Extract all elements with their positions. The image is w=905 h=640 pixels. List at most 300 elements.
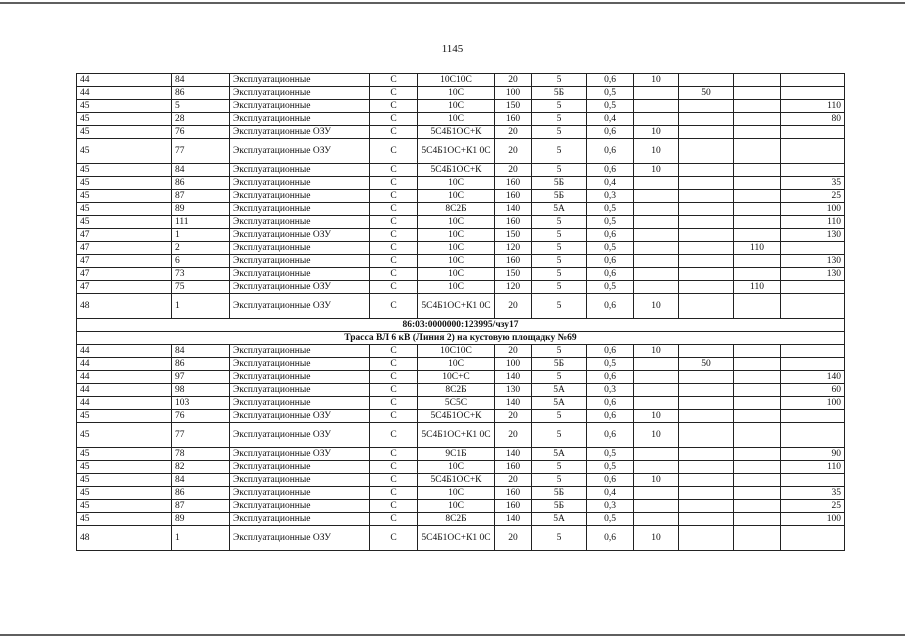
table-row bbox=[77, 242, 845, 255]
cell-age: 160 bbox=[495, 190, 532, 203]
cell-col-10 bbox=[679, 397, 734, 410]
cell-category: Эксплуатационные ОЗУ bbox=[230, 423, 370, 448]
cell-density: 0,5 bbox=[587, 448, 634, 461]
cell-species-code: С bbox=[370, 255, 418, 268]
cell-class: 5 bbox=[532, 126, 587, 139]
cell-col-11: 110 bbox=[734, 242, 781, 255]
cell-col-11 bbox=[734, 139, 781, 164]
cell-species-code: С bbox=[370, 242, 418, 255]
cell-col-12: 130 bbox=[781, 229, 845, 242]
cell-col-10 bbox=[679, 100, 734, 113]
cell-col-9: 10 bbox=[634, 474, 679, 487]
cell-species-code: С bbox=[370, 500, 418, 513]
cell-composition: 5С4Б1ОС+К1 0С bbox=[418, 139, 495, 164]
cell-composition: 10С10С bbox=[418, 345, 495, 358]
cell-col-10 bbox=[679, 164, 734, 177]
cell-category: Эксплуатационные ОЗУ bbox=[230, 139, 370, 164]
cell-quarter: 45 bbox=[77, 203, 172, 216]
cell-composition: 10С bbox=[418, 358, 495, 371]
cell-col-9: 10 bbox=[634, 74, 679, 87]
cell-composition: 10С bbox=[418, 113, 495, 126]
cell-age: 20 bbox=[495, 526, 532, 551]
cell-species-code: С bbox=[370, 384, 418, 397]
cell-composition: 10С bbox=[418, 268, 495, 281]
cell-class: 5 bbox=[532, 345, 587, 358]
cell-quarter: 45 bbox=[77, 474, 172, 487]
forest-inventory-table bbox=[76, 73, 845, 551]
cell-col-12: 35 bbox=[781, 177, 845, 190]
cell-col-10 bbox=[679, 448, 734, 461]
cell-col-10 bbox=[679, 126, 734, 139]
cell-age: 140 bbox=[495, 203, 532, 216]
cell-col-11 bbox=[734, 423, 781, 448]
cell-density: 0,6 bbox=[587, 397, 634, 410]
cell-class: 5Б bbox=[532, 87, 587, 100]
cell-col-12 bbox=[781, 87, 845, 100]
cell-species-code: С bbox=[370, 513, 418, 526]
cell-class: 5 bbox=[532, 268, 587, 281]
cell-col-11 bbox=[734, 255, 781, 268]
cell-species-code: С bbox=[370, 268, 418, 281]
cell-quarter: 45 bbox=[77, 500, 172, 513]
cell-density: 0,6 bbox=[587, 474, 634, 487]
cell-density: 0,6 bbox=[587, 423, 634, 448]
cell-col-10 bbox=[679, 423, 734, 448]
cell-species-code: С bbox=[370, 190, 418, 203]
cell-quarter: 44 bbox=[77, 358, 172, 371]
cell-col-10 bbox=[679, 113, 734, 126]
cell-class: 5 bbox=[532, 255, 587, 268]
cell-composition: 5С4Б1ОС+К1 0С bbox=[418, 526, 495, 551]
cell-class: 5Б bbox=[532, 358, 587, 371]
cell-age: 20 bbox=[495, 139, 532, 164]
cell-col-9 bbox=[634, 500, 679, 513]
cell-age: 120 bbox=[495, 281, 532, 294]
cell-col-9: 10 bbox=[634, 526, 679, 551]
cell-age: 100 bbox=[495, 87, 532, 100]
cell-quarter: 44 bbox=[77, 371, 172, 384]
cell-density: 0,5 bbox=[587, 203, 634, 216]
page-number: 1145 bbox=[441, 43, 464, 55]
cell-plot: 76 bbox=[172, 410, 230, 423]
cell-composition: 5С4Б1ОС+К1 0С bbox=[418, 423, 495, 448]
cell-species-code: С bbox=[370, 74, 418, 87]
cadastral-number: 86:03:0000000:123995/чзу17 bbox=[77, 319, 845, 332]
cell-class: 5А bbox=[532, 397, 587, 410]
cell-col-11 bbox=[734, 474, 781, 487]
cell-col-12: 110 bbox=[781, 100, 845, 113]
cell-col-10 bbox=[679, 242, 734, 255]
cell-col-9 bbox=[634, 242, 679, 255]
cell-category: Эксплуатационные ОЗУ bbox=[230, 294, 370, 319]
cell-col-12 bbox=[781, 74, 845, 87]
cell-species-code: С bbox=[370, 164, 418, 177]
cell-col-12 bbox=[781, 294, 845, 319]
cell-composition: 10С bbox=[418, 242, 495, 255]
cell-col-10 bbox=[679, 294, 734, 319]
cell-age: 140 bbox=[495, 513, 532, 526]
cell-col-11 bbox=[734, 126, 781, 139]
cell-col-11 bbox=[734, 461, 781, 474]
cell-col-12: 90 bbox=[781, 448, 845, 461]
table-row bbox=[77, 177, 845, 190]
cell-col-10 bbox=[679, 177, 734, 190]
cell-col-9 bbox=[634, 255, 679, 268]
cell-quarter: 45 bbox=[77, 448, 172, 461]
cell-class: 5 bbox=[532, 294, 587, 319]
table-row bbox=[77, 190, 845, 203]
cell-col-10 bbox=[679, 474, 734, 487]
cell-plot: 86 bbox=[172, 177, 230, 190]
cell-density: 0,6 bbox=[587, 126, 634, 139]
cell-col-9: 10 bbox=[634, 410, 679, 423]
cell-quarter: 45 bbox=[77, 164, 172, 177]
cell-density: 0,5 bbox=[587, 281, 634, 294]
cell-category: Эксплуатационные ОЗУ bbox=[230, 410, 370, 423]
cell-col-11 bbox=[734, 371, 781, 384]
cell-col-11 bbox=[734, 190, 781, 203]
cell-plot: 87 bbox=[172, 190, 230, 203]
cell-category: Эксплуатационные bbox=[230, 500, 370, 513]
cell-quarter: 45 bbox=[77, 139, 172, 164]
cell-class: 5А bbox=[532, 203, 587, 216]
cell-quarter: 45 bbox=[77, 461, 172, 474]
cell-age: 150 bbox=[495, 268, 532, 281]
cell-category: Эксплуатационные ОЗУ bbox=[230, 526, 370, 551]
cell-col-11 bbox=[734, 526, 781, 551]
cell-species-code: С bbox=[370, 203, 418, 216]
cell-col-12: 100 bbox=[781, 203, 845, 216]
cell-col-12 bbox=[781, 242, 845, 255]
cell-composition: 9С1Б bbox=[418, 448, 495, 461]
cell-density: 0,5 bbox=[587, 513, 634, 526]
table-block-2 bbox=[77, 345, 845, 551]
cell-col-12: 25 bbox=[781, 500, 845, 513]
cell-species-code: С bbox=[370, 487, 418, 500]
cell-col-9 bbox=[634, 190, 679, 203]
cell-col-11 bbox=[734, 410, 781, 423]
table-row bbox=[77, 371, 845, 384]
cell-col-9 bbox=[634, 397, 679, 410]
cell-col-12: 100 bbox=[781, 397, 845, 410]
cell-class: 5 bbox=[532, 113, 587, 126]
cell-age: 140 bbox=[495, 371, 532, 384]
scan-edge-top bbox=[0, 2, 905, 4]
cell-category: Эксплуатационные bbox=[230, 268, 370, 281]
cell-species-code: С bbox=[370, 100, 418, 113]
cell-density: 0,5 bbox=[587, 358, 634, 371]
cell-col-9 bbox=[634, 487, 679, 500]
table-row bbox=[77, 513, 845, 526]
cell-col-11 bbox=[734, 513, 781, 526]
cell-col-10 bbox=[679, 410, 734, 423]
cell-density: 0,5 bbox=[587, 87, 634, 100]
cell-col-9 bbox=[634, 358, 679, 371]
cell-col-10 bbox=[679, 513, 734, 526]
cell-plot: 77 bbox=[172, 423, 230, 448]
cell-category: Эксплуатационные bbox=[230, 100, 370, 113]
cell-class: 5А bbox=[532, 384, 587, 397]
cell-col-10 bbox=[679, 74, 734, 87]
cell-plot: 73 bbox=[172, 268, 230, 281]
cell-class: 5 bbox=[532, 474, 587, 487]
cell-class: 5 bbox=[532, 410, 587, 423]
cell-col-9 bbox=[634, 113, 679, 126]
cell-composition: 10С10С bbox=[418, 74, 495, 87]
cell-plot: 97 bbox=[172, 371, 230, 384]
cell-quarter: 44 bbox=[77, 87, 172, 100]
table-row bbox=[77, 113, 845, 126]
cell-class: 5Б bbox=[532, 500, 587, 513]
cell-category: Эксплуатационные bbox=[230, 461, 370, 474]
cell-age: 130 bbox=[495, 384, 532, 397]
table-row bbox=[77, 461, 845, 474]
cell-composition: 8С2Б bbox=[418, 203, 495, 216]
cell-composition: 10С bbox=[418, 87, 495, 100]
cell-quarter: 47 bbox=[77, 268, 172, 281]
cell-class: 5 bbox=[532, 371, 587, 384]
cell-plot: 86 bbox=[172, 87, 230, 100]
cell-col-10 bbox=[679, 281, 734, 294]
cell-col-11 bbox=[734, 487, 781, 500]
cell-plot: 1 bbox=[172, 526, 230, 551]
cell-species-code: С bbox=[370, 474, 418, 487]
cell-age: 20 bbox=[495, 164, 532, 177]
cell-age: 150 bbox=[495, 229, 532, 242]
cell-class: 5А bbox=[532, 513, 587, 526]
cell-col-9 bbox=[634, 87, 679, 100]
table-row bbox=[77, 74, 845, 87]
table-row bbox=[77, 358, 845, 371]
cell-class: 5Б bbox=[532, 177, 587, 190]
cell-age: 160 bbox=[495, 461, 532, 474]
cell-col-11 bbox=[734, 87, 781, 100]
cell-col-10 bbox=[679, 229, 734, 242]
cell-plot: 111 bbox=[172, 216, 230, 229]
cell-plot: 6 bbox=[172, 255, 230, 268]
cell-density: 0,6 bbox=[587, 268, 634, 281]
cell-composition: 5С4Б1ОС+К bbox=[418, 164, 495, 177]
cell-col-11 bbox=[734, 268, 781, 281]
table-row bbox=[77, 164, 845, 177]
cell-plot: 76 bbox=[172, 126, 230, 139]
cell-density: 0,6 bbox=[587, 74, 634, 87]
cell-class: 5 bbox=[532, 423, 587, 448]
cell-category: Эксплуатационные ОЗУ bbox=[230, 448, 370, 461]
cell-col-9 bbox=[634, 268, 679, 281]
cell-density: 0,6 bbox=[587, 139, 634, 164]
cell-species-code: С bbox=[370, 461, 418, 474]
section-title-row bbox=[77, 332, 845, 345]
cell-composition: 10С bbox=[418, 216, 495, 229]
cell-col-12 bbox=[781, 164, 845, 177]
cell-species-code: С bbox=[370, 229, 418, 242]
cell-age: 20 bbox=[495, 474, 532, 487]
table-row bbox=[77, 345, 845, 358]
cell-quarter: 45 bbox=[77, 513, 172, 526]
cell-class: 5 bbox=[532, 461, 587, 474]
cell-col-9 bbox=[634, 229, 679, 242]
cell-category: Эксплуатационные bbox=[230, 358, 370, 371]
cell-age: 160 bbox=[495, 177, 532, 190]
cell-quarter: 48 bbox=[77, 294, 172, 319]
cell-col-10 bbox=[679, 255, 734, 268]
cell-plot: 2 bbox=[172, 242, 230, 255]
cell-plot: 5 bbox=[172, 100, 230, 113]
cell-class: 5А bbox=[532, 448, 587, 461]
cell-density: 0,6 bbox=[587, 371, 634, 384]
cell-quarter: 45 bbox=[77, 100, 172, 113]
cell-col-11 bbox=[734, 345, 781, 358]
cadastral-row bbox=[77, 319, 845, 332]
cell-category: Эксплуатационные bbox=[230, 397, 370, 410]
table-row bbox=[77, 500, 845, 513]
cell-species-code: С bbox=[370, 294, 418, 319]
cell-col-9: 10 bbox=[634, 139, 679, 164]
cell-class: 5Б bbox=[532, 190, 587, 203]
cell-density: 0,3 bbox=[587, 384, 634, 397]
cell-class: 5 bbox=[532, 229, 587, 242]
cell-quarter: 47 bbox=[77, 255, 172, 268]
cell-col-11 bbox=[734, 113, 781, 126]
cell-age: 140 bbox=[495, 448, 532, 461]
cell-class: 5 bbox=[532, 74, 587, 87]
table-row bbox=[77, 294, 845, 319]
cell-col-11 bbox=[734, 229, 781, 242]
cell-category: Эксплуатационные bbox=[230, 74, 370, 87]
cell-density: 0,6 bbox=[587, 229, 634, 242]
cell-category: Эксплуатационные bbox=[230, 487, 370, 500]
cell-plot: 84 bbox=[172, 164, 230, 177]
table-row bbox=[77, 474, 845, 487]
cell-quarter: 48 bbox=[77, 526, 172, 551]
cell-quarter: 45 bbox=[77, 190, 172, 203]
cell-species-code: С bbox=[370, 448, 418, 461]
table-row bbox=[77, 216, 845, 229]
cell-col-10: 50 bbox=[679, 87, 734, 100]
cell-plot: 77 bbox=[172, 139, 230, 164]
cell-col-12 bbox=[781, 281, 845, 294]
cell-col-12 bbox=[781, 139, 845, 164]
cell-quarter: 45 bbox=[77, 216, 172, 229]
table-row bbox=[77, 255, 845, 268]
cell-col-12 bbox=[781, 410, 845, 423]
cell-quarter: 47 bbox=[77, 281, 172, 294]
cell-col-12: 100 bbox=[781, 513, 845, 526]
cell-composition: 5С5С bbox=[418, 397, 495, 410]
cell-age: 20 bbox=[495, 294, 532, 319]
cell-col-11 bbox=[734, 203, 781, 216]
cell-col-9 bbox=[634, 371, 679, 384]
cell-col-12: 110 bbox=[781, 216, 845, 229]
cell-age: 160 bbox=[495, 255, 532, 268]
cell-density: 0,6 bbox=[587, 526, 634, 551]
cell-plot: 87 bbox=[172, 500, 230, 513]
cell-quarter: 45 bbox=[77, 126, 172, 139]
cell-col-9 bbox=[634, 100, 679, 113]
cell-species-code: С bbox=[370, 216, 418, 229]
cell-species-code: С bbox=[370, 358, 418, 371]
cell-density: 0,5 bbox=[587, 216, 634, 229]
table-row bbox=[77, 268, 845, 281]
cell-composition: 8С2Б bbox=[418, 513, 495, 526]
cell-col-9: 10 bbox=[634, 126, 679, 139]
cell-col-12: 140 bbox=[781, 371, 845, 384]
cell-class: 5Б bbox=[532, 487, 587, 500]
cell-category: Эксплуатационные bbox=[230, 216, 370, 229]
cell-quarter: 47 bbox=[77, 229, 172, 242]
cell-density: 0,4 bbox=[587, 113, 634, 126]
cell-col-12 bbox=[781, 423, 845, 448]
cell-composition: 10С bbox=[418, 500, 495, 513]
table-row bbox=[77, 397, 845, 410]
cell-col-11 bbox=[734, 100, 781, 113]
cell-plot: 103 bbox=[172, 397, 230, 410]
cell-col-9: 10 bbox=[634, 423, 679, 448]
cell-age: 160 bbox=[495, 487, 532, 500]
cell-composition: 10С bbox=[418, 190, 495, 203]
cell-col-11 bbox=[734, 164, 781, 177]
cell-col-11 bbox=[734, 216, 781, 229]
table-block-1 bbox=[77, 74, 845, 319]
cell-col-11 bbox=[734, 384, 781, 397]
cell-category: Эксплуатационные bbox=[230, 177, 370, 190]
cell-col-12 bbox=[781, 358, 845, 371]
cell-class: 5 bbox=[532, 139, 587, 164]
table-row bbox=[77, 281, 845, 294]
cell-class: 5 bbox=[532, 100, 587, 113]
cell-species-code: С bbox=[370, 177, 418, 190]
cell-composition: 5С4Б1ОС+К1 0С bbox=[418, 294, 495, 319]
cell-species-code: С bbox=[370, 281, 418, 294]
cell-col-12: 130 bbox=[781, 255, 845, 268]
cell-plot: 82 bbox=[172, 461, 230, 474]
cell-col-10 bbox=[679, 384, 734, 397]
cell-age: 20 bbox=[495, 74, 532, 87]
cell-col-11 bbox=[734, 397, 781, 410]
cell-species-code: С bbox=[370, 371, 418, 384]
cell-col-11 bbox=[734, 74, 781, 87]
cell-quarter: 45 bbox=[77, 113, 172, 126]
table-row bbox=[77, 126, 845, 139]
cell-age: 150 bbox=[495, 100, 532, 113]
cell-col-9 bbox=[634, 177, 679, 190]
cell-col-9 bbox=[634, 513, 679, 526]
cell-col-9 bbox=[634, 384, 679, 397]
cell-density: 0,3 bbox=[587, 500, 634, 513]
cell-plot: 84 bbox=[172, 74, 230, 87]
table-row bbox=[77, 423, 845, 448]
cell-composition: 10С bbox=[418, 229, 495, 242]
cell-col-9: 10 bbox=[634, 164, 679, 177]
cell-age: 20 bbox=[495, 345, 532, 358]
cell-col-10: 50 bbox=[679, 358, 734, 371]
cell-col-12: 35 bbox=[781, 487, 845, 500]
cell-col-11: 110 bbox=[734, 281, 781, 294]
cell-species-code: С bbox=[370, 345, 418, 358]
cell-category: Эксплуатационные bbox=[230, 113, 370, 126]
table-row bbox=[77, 229, 845, 242]
cell-density: 0,5 bbox=[587, 242, 634, 255]
cell-class: 5 bbox=[532, 281, 587, 294]
cell-composition: 10С bbox=[418, 255, 495, 268]
cell-category: Эксплуатационные bbox=[230, 345, 370, 358]
cell-col-10 bbox=[679, 526, 734, 551]
cell-composition: 5С4Б1ОС+К bbox=[418, 410, 495, 423]
cell-col-10 bbox=[679, 500, 734, 513]
cell-density: 0,5 bbox=[587, 461, 634, 474]
cell-plot: 86 bbox=[172, 358, 230, 371]
